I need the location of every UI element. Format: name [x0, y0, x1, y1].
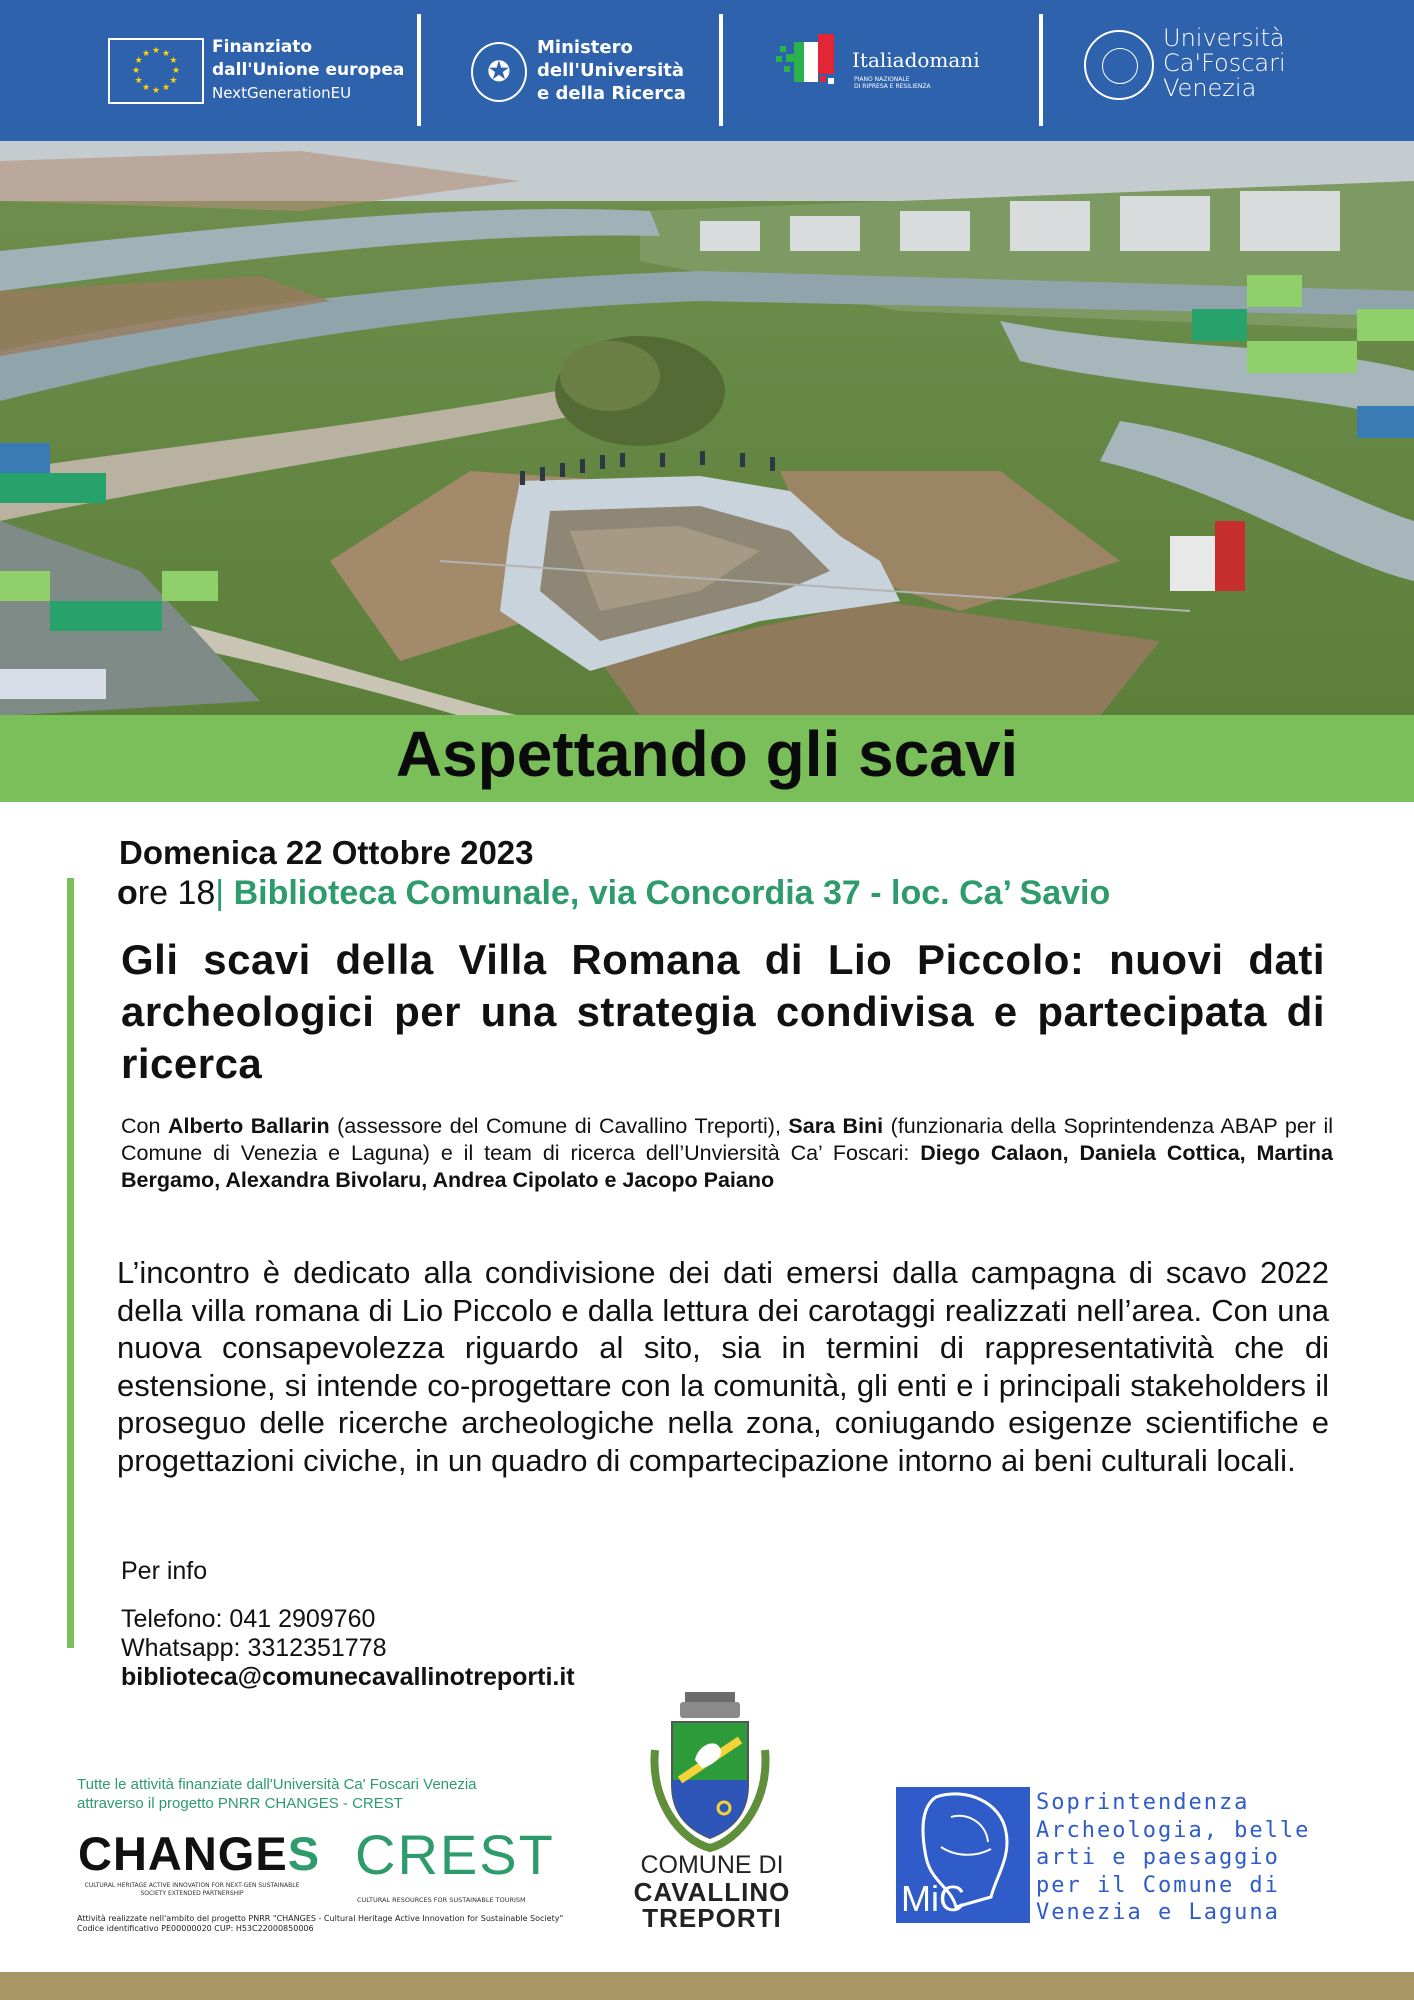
- info-heading: Per info: [121, 1557, 208, 1585]
- separator: |: [215, 874, 225, 912]
- mur-line1: Ministero: [537, 37, 633, 58]
- soprintendenza-line: Archeologia, belle: [1036, 1817, 1311, 1843]
- italiadomani-sub2: DI RIPRESA E RESILIENZA: [854, 83, 931, 90]
- mur-logo: [537, 36, 686, 105]
- mur-line2: dell'Università: [537, 60, 684, 81]
- project-note-line1: Attività realizzate nell'ambito del progetto PNRR "CHANGES - Cultural Heritage Active Innovation for Sustainable Society": [77, 1914, 564, 1923]
- whatsapp-number: Whatsapp: 3312351778: [121, 1634, 387, 1662]
- crest-logo: CREST: [355, 1823, 555, 1886]
- soprintendenza-text: [1036, 1789, 1336, 1927]
- comune-line1: COMUNE DI: [640, 1851, 784, 1879]
- eu-star-icon: ★: [162, 48, 171, 59]
- header-divider: [1039, 14, 1043, 126]
- eu-star-icon: ★: [152, 46, 161, 56]
- talk-title: Gli scavi della Villa Romana di Lio Piccolo: nuovi dati archeologici per una strategia condivisa e partecipata di ricerca: [121, 936, 1325, 1087]
- funding-note: Tutte le attività finanziate dall'Università Ca' Foscari Venezia attraverso il progetto PNRR CHANGES - CREST: [77, 1776, 477, 1812]
- speakers-paragraph: [121, 1113, 1333, 1194]
- changes-logo-b: S: [287, 1827, 321, 1880]
- italiadomani-flag-icon: [776, 32, 846, 94]
- eu-star-icon: ★: [142, 83, 151, 94]
- changes-subtitle: CULTURAL HERITAGE ACTIVE INNOVATION FOR NEXT-GEN SUSTAINABLE SOCIETY EXTENDED PARTNERSHIP: [84, 1882, 300, 1897]
- italian-republic-seal-icon: ✪: [471, 42, 527, 102]
- eu-flag-icon: [108, 38, 204, 104]
- eu-star-icon: ★: [169, 76, 178, 86]
- research-team-names: Diego Calaon, Daniela Cottica, Martina Bergamo, Alexandra Bivolaru, Andrea Cipolato e Jacopo Paiano: [121, 1141, 1334, 1192]
- comune-line2: CAVALLINO: [633, 1877, 791, 1907]
- eu-line2: dall'Unione europea: [212, 60, 405, 80]
- italiadomani-logo: Italiadomani: [852, 48, 980, 72]
- ca-foscari-seal-icon: [1084, 30, 1154, 100]
- speakers-text: Con: [121, 1114, 168, 1138]
- eu-star-icon: ★: [162, 83, 171, 94]
- mur-line3: e della Ricerca: [537, 83, 686, 104]
- mic-label: MiC: [901, 1878, 965, 1919]
- soprintendenza-line: Venezia e Laguna: [1036, 1900, 1280, 1925]
- event-description: L’incontro è dedicato alla condivisione dei dati emersi dalla campagna di scavo 2022 della villa romana di Lio Piccolo e dalla lettura dei carotaggi realizzati nell’area. Con una nuova consapevolezza riguardo al sito, sia in termini di rappresentatività che di estensione, si intende co-progettare con la comunità, gli enti e i principali stakeholders il proseguo delle ricerche archeologiche nella zona, coniugando esigenze scientifiche e progettazioni civiche, in un quadro di compartecipazione intorno ai beni culturali locali.: [117, 1255, 1329, 1478]
- changes-logo: [78, 1826, 320, 1881]
- changes-logo-a: CHANGE: [78, 1827, 288, 1880]
- ucf-line1: Università: [1163, 24, 1285, 52]
- green-side-rule: [67, 878, 74, 1648]
- phone-number: Telefono: 041 2909760: [121, 1605, 376, 1633]
- eu-star-icon: ★: [132, 66, 141, 76]
- speaker-name: Alberto Ballarin: [167, 1114, 330, 1138]
- project-note: [77, 1914, 577, 1934]
- event-time: re 18: [137, 874, 216, 912]
- speakers-text: (assessore del Comune di Cavallino Treporti),: [329, 1114, 789, 1138]
- eu-star-icon: ★: [152, 86, 161, 96]
- comune-line3: TREPORTI: [642, 1903, 782, 1933]
- project-note-line2: Codice identificativo PE00000020 CUP: H53C22000850006: [77, 1924, 314, 1933]
- speakers-text: (funzionaria della Soprintendenza ABAP per il Comune di Venezia e Laguna) e il team di ricerca dell’Unviersità Ca’ Foscari:: [121, 1114, 1334, 1165]
- crest-subtitle: CULTURAL RESOURCES FOR SUSTAINABLE TOURISM: [357, 1896, 526, 1904]
- italiadomani-subtitle: [854, 76, 931, 90]
- time-prefix: o: [117, 874, 138, 912]
- eu-funding-logo: [212, 36, 404, 105]
- bottom-bar: [0, 1972, 1414, 2000]
- ca-foscari-logo: [1163, 26, 1286, 101]
- header-divider: [417, 14, 421, 126]
- eu-star-icon: ★: [134, 76, 143, 86]
- soprintendenza-line: arti e paesaggio: [1036, 1845, 1280, 1870]
- italiadomani-sub1: PIANO NAZIONALE: [854, 76, 910, 83]
- event-date: Domenica 22 Ottobre 2023: [119, 834, 534, 871]
- comune-cavallino-logo: [622, 1852, 802, 1931]
- event-location: Biblioteca Comunale, via Concordia 37 - loc. Ca’ Savio: [224, 874, 1111, 912]
- soprintendenza-line: per il Comune di: [1036, 1872, 1280, 1898]
- eu-line1: Finanziato: [212, 37, 313, 57]
- cavallino-treporti-crest-icon: [640, 1690, 780, 1852]
- excavation-aerial-photo: [0, 141, 1414, 716]
- eu-star-icon: ★: [172, 66, 181, 76]
- eu-star-icon: ★: [142, 48, 151, 59]
- ucf-line2: Ca'Foscari: [1163, 49, 1286, 77]
- excavation-photo-illustration: [0, 141, 1414, 716]
- speaker-name: Sara Bini: [788, 1114, 884, 1138]
- soprintendenza-line: Soprintendenza: [1036, 1790, 1250, 1815]
- eu-star-icon: ★: [134, 56, 143, 66]
- event-time-location: [117, 874, 1110, 913]
- eu-line3: NextGenerationEU: [212, 84, 352, 102]
- email-link[interactable]: biblioteca@comunecavallinotreporti.it: [121, 1663, 575, 1691]
- event-title: Aspettando gli scavi: [395, 718, 1019, 790]
- eu-star-icon: ★: [169, 56, 178, 66]
- header-divider: [719, 14, 723, 126]
- header-band: [0, 0, 1414, 141]
- ucf-line3: Venezia: [1163, 74, 1257, 102]
